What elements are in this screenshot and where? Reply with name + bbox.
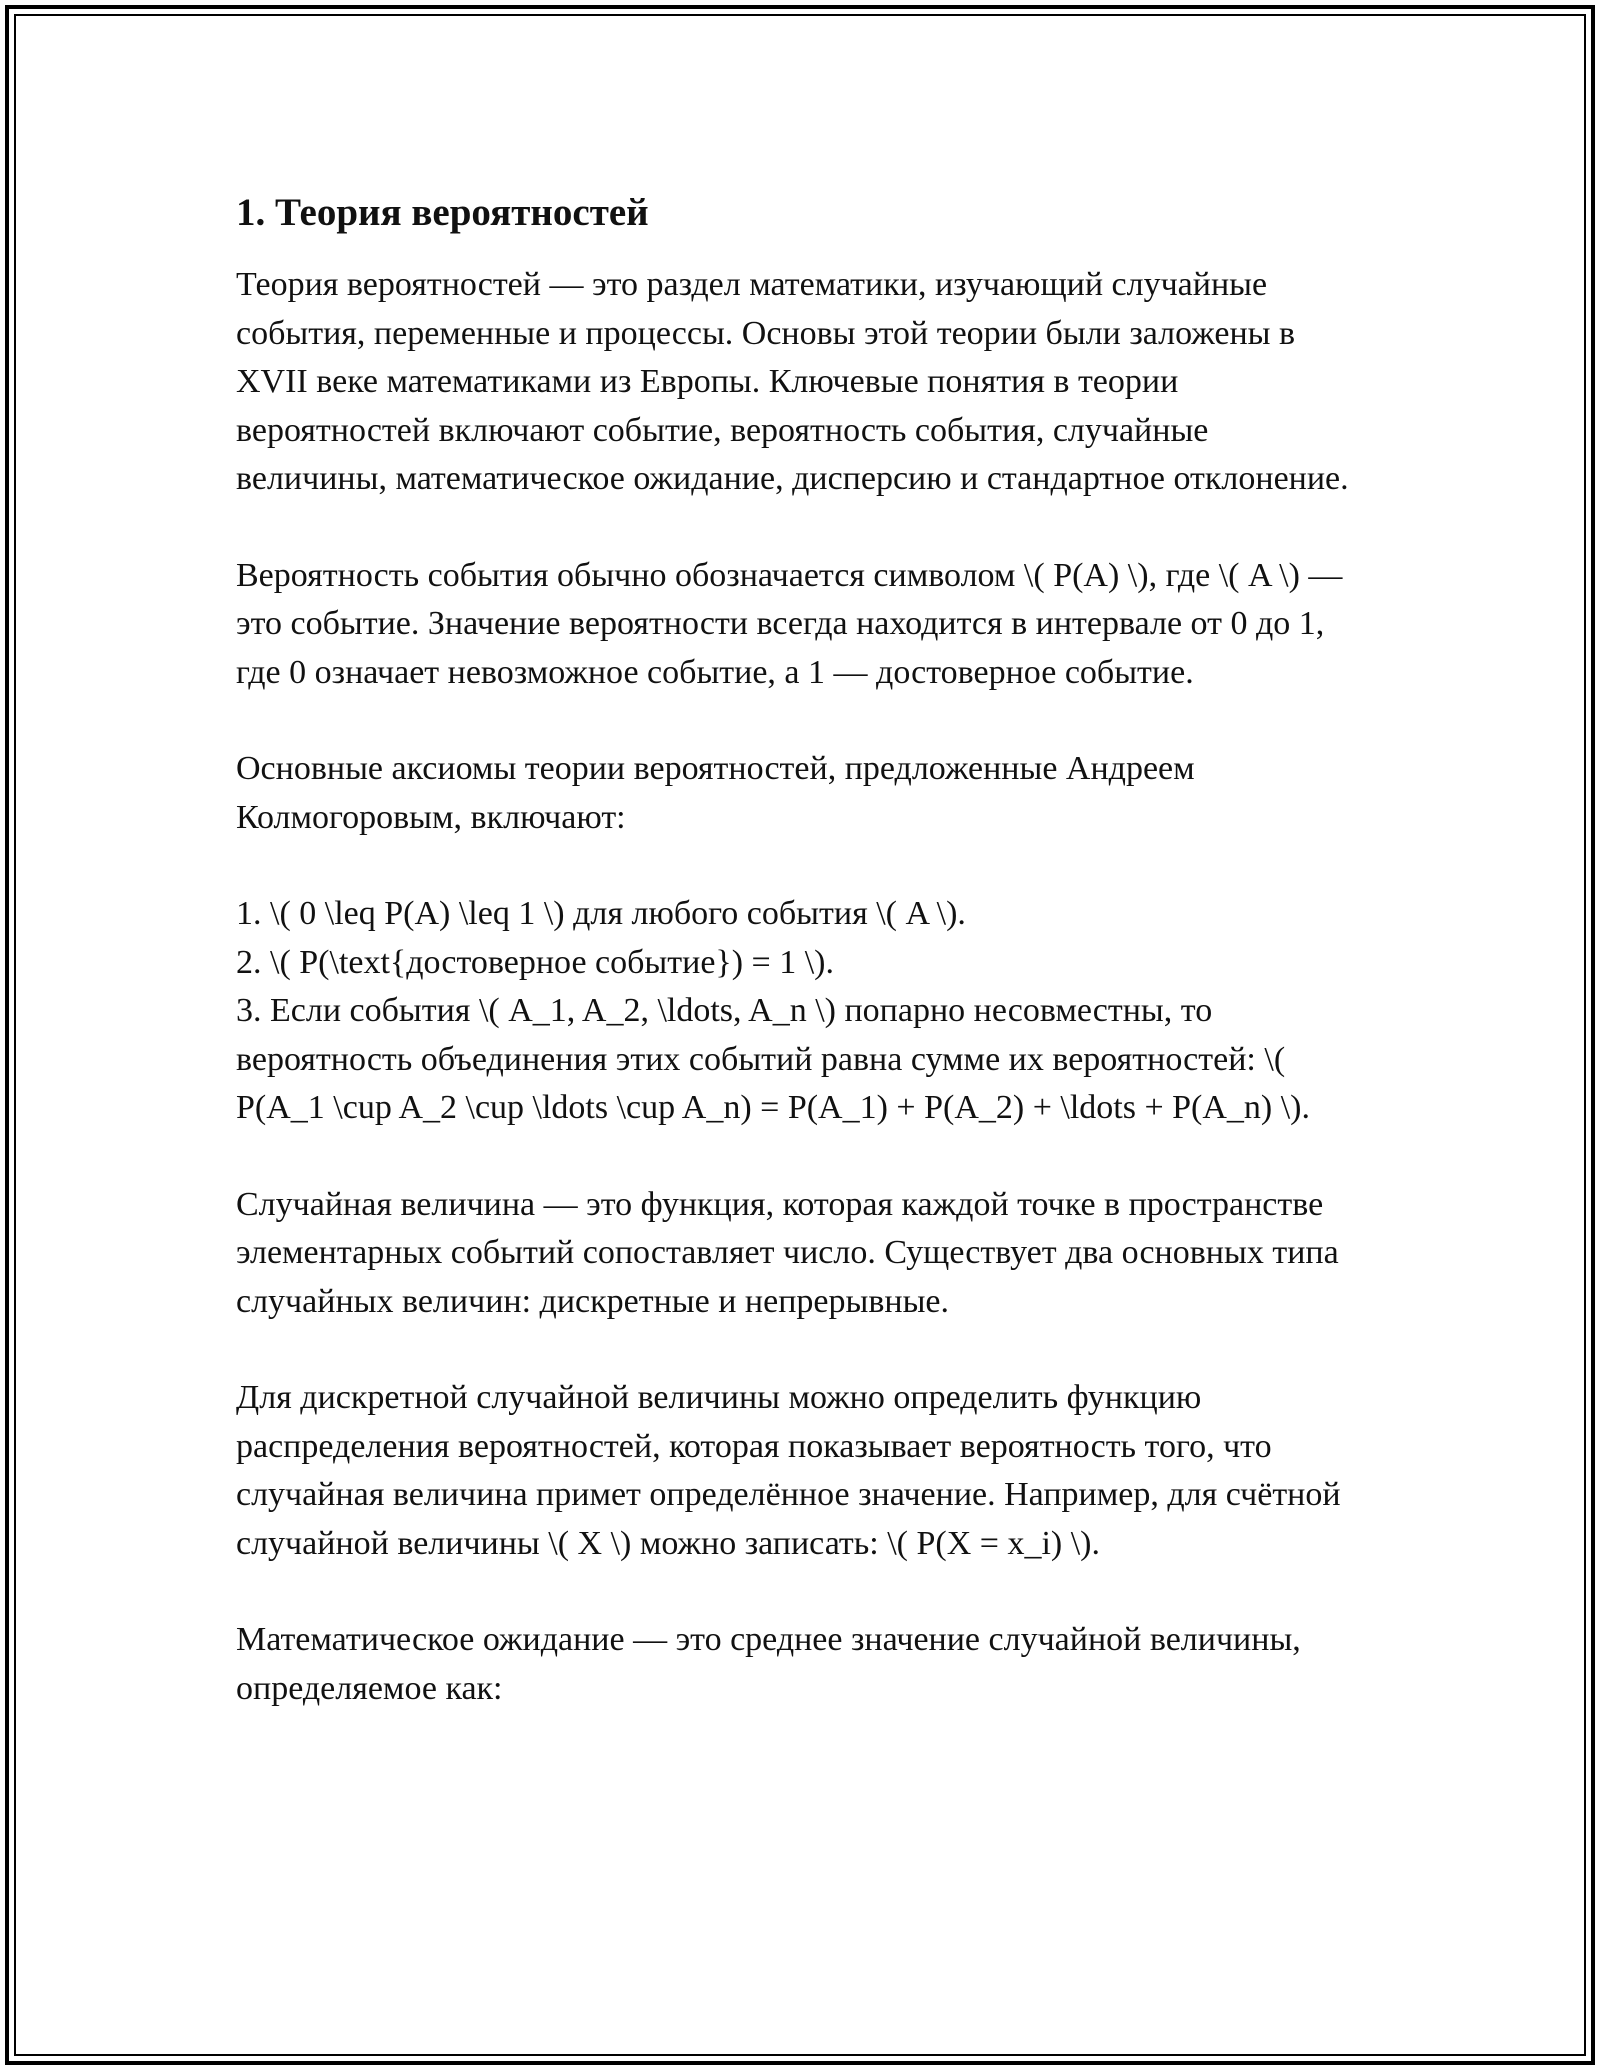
section-heading: 1. Теория вероятностей <box>236 191 649 234</box>
paragraph-intro: Теория вероятностей — это раздел математики, изучающий случайные события, переменные и процессы. Основы этой теории были заложены в XVII веке математиками из Европы. Ключевые понятия в теории вероятностей включают событие, вероятность события, случайные величины, математическое ожидание, дисперсию и стандартное отклонение. <box>236 266 1349 497</box>
document-page <box>236 187 1366 1761</box>
axioms-list <box>236 890 1366 1133</box>
paragraph-axioms-intro: Основные аксиомы теории вероятностей, предложенные Андреем Колмогоровым, включают: <box>236 750 1195 836</box>
paragraph-expectation: Математическое ожидание — это среднее значение случайной величины, определяемое как: <box>236 1621 1301 1707</box>
axiom-item-1: 1. \( 0 \leq P(A) \leq 1 \) для любого события \( A \). <box>236 895 966 932</box>
paragraph-random-variable: Случайная величина — это функция, которая каждой точке в пространстве элементарных событий сопоставляет число. Существует два основных типа случайных величин: дискретные и непрерывные. <box>236 1185 1339 1320</box>
axiom-item-3: 3. Если события \( A_1, A_2, \ldots, A_n \) попарно несовместны, то вероятность объединения этих событий равна сумме их вероятностей: \( P(A_1 \cup A_2 \cup \ldots \cup A_n) = P(A_1) + P(A_2) + \ldots + P(A_n) \). <box>236 992 1311 1126</box>
paragraph-discrete-distribution: Для дискретной случайной величины можно определить функцию распределения вероятностей, которая показывает вероятность того, что случайная величина примет определённое значение. Например, для счётной случайной величины \( X \) можно записать: \( P(X = x_i) \). <box>236 1379 1341 1562</box>
paragraph-probability-notation: Вероятность события обычно обозначается символом \( P(A) \), где \( A \) — это событие. Значение вероятности всегда находится в интервале от 0 до 1, где 0 означает невозможное событие, а 1 — достоверное событие. <box>236 556 1343 691</box>
axiom-item-2: 2. \( P(\text{достоверное событие}) = 1 \). <box>236 943 835 981</box>
